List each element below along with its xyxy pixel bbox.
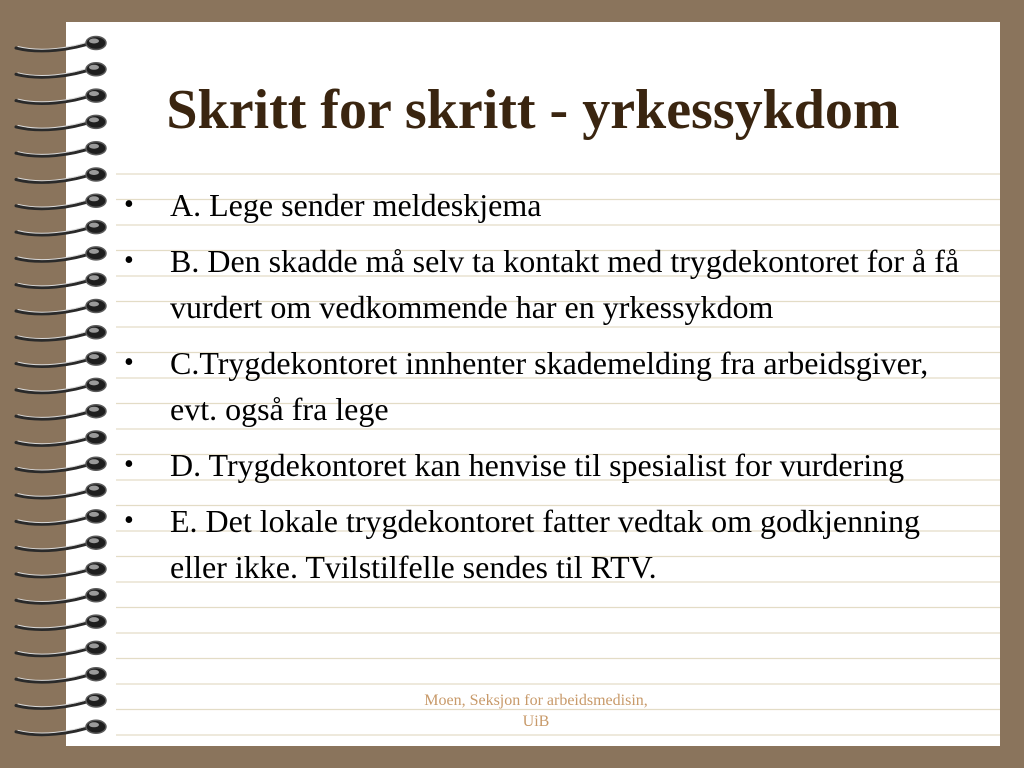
spiral-coil-icon	[16, 89, 106, 103]
bullet-item-e	[124, 498, 974, 590]
spiral-coil-icon	[16, 720, 106, 734]
footer-line-2: UiB	[522, 713, 550, 730]
bullet-text: C.Trygdekontoret innhenter skademelding fra arbeidsgiver, evt. også fra lege	[170, 345, 929, 427]
spiral-coil-icon	[16, 536, 106, 550]
spiral-coil-icon	[16, 37, 106, 51]
bullet-text: E. Det lokale trygdekontoret fatter vedtak om godkjenning eller ikke. Tvilstilfelle sendes til RTV.	[170, 503, 920, 585]
spiral-coil-icon	[16, 63, 106, 77]
bullet-item-b	[124, 238, 974, 330]
spiral-binding	[10, 22, 114, 746]
bullet-icon: •	[124, 449, 134, 480]
footer-line-1: Moen, Seksjon for arbeidsmedisin,	[424, 692, 648, 709]
spiral-coil-icon	[16, 431, 106, 445]
spiral-coil-icon	[16, 168, 106, 182]
notebook-page	[66, 22, 1000, 746]
bullet-text: B. Den skadde må selv ta kontakt med trygdekontoret for å få vurdert om vedkommende har en yrkessykdom	[170, 243, 960, 325]
spiral-coil-icon	[16, 142, 106, 156]
spiral-coil-icon	[16, 668, 106, 682]
bullet-item-a	[124, 182, 974, 228]
spiral-coil-icon	[16, 352, 106, 366]
bullet-icon: •	[124, 189, 134, 220]
bullet-text: A. Lege sender meldeskjema	[170, 187, 542, 223]
spiral-coil-icon	[16, 405, 106, 419]
bullet-list	[124, 182, 974, 600]
spiral-coil-icon	[16, 326, 106, 340]
spiral-coil-icon	[16, 484, 106, 498]
spiral-coil-icon	[16, 641, 106, 655]
spiral-coil-icon	[16, 247, 106, 261]
bullet-icon: •	[124, 245, 134, 276]
spiral-coil-icon	[16, 221, 106, 235]
spiral-coil-icon	[16, 300, 106, 314]
slide-footer	[386, 690, 686, 732]
spiral-coil-icon	[16, 589, 106, 603]
spiral-coil-icon	[16, 378, 106, 392]
bullet-icon: •	[124, 505, 134, 536]
spiral-coil-icon	[16, 510, 106, 524]
spiral-coil-icon	[16, 563, 106, 577]
spiral-coil-icon	[16, 615, 106, 629]
spiral-coil-icon	[16, 194, 106, 208]
spiral-coil-icon	[16, 457, 106, 471]
bullet-item-d	[124, 442, 974, 488]
spiral-coil-icon	[16, 694, 106, 708]
bullet-item-c	[124, 340, 974, 432]
slide-title: Skritt for skritt - yrkessykdom	[166, 79, 900, 141]
spiral-coil-icon	[16, 115, 106, 129]
bullet-icon: •	[124, 347, 134, 378]
bullet-text: D. Trygdekontoret kan henvise til spesialist for vurdering	[170, 447, 905, 483]
spiral-coil-icon	[16, 273, 106, 287]
